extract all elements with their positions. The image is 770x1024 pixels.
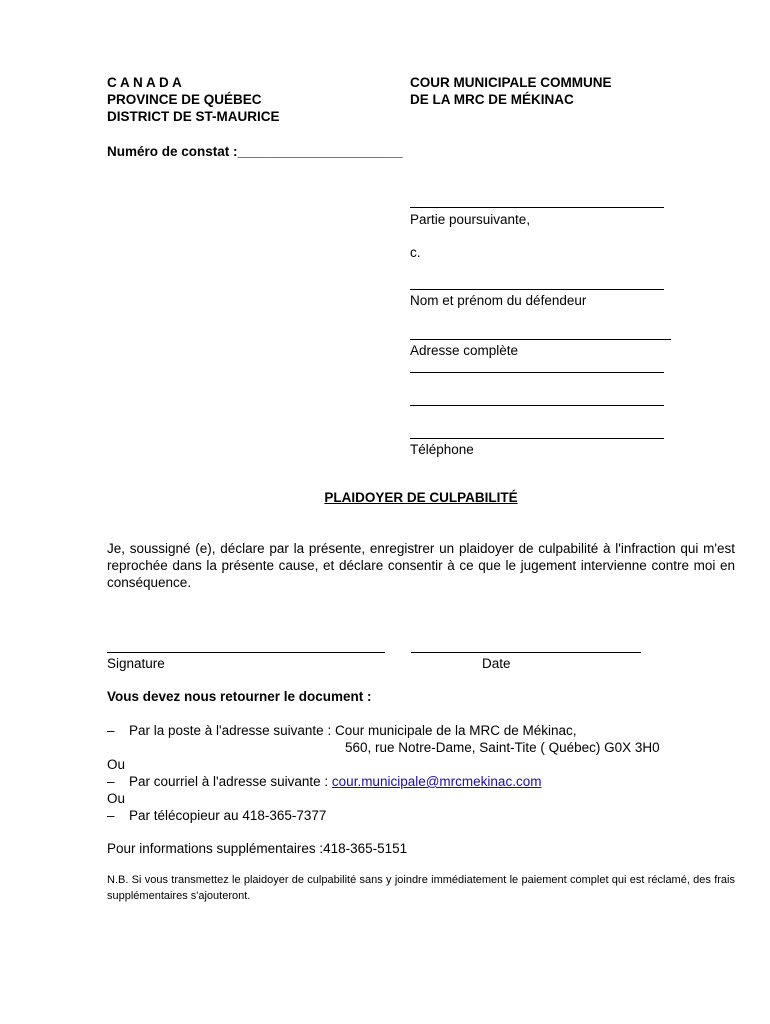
- email-bullet: –: [107, 774, 115, 789]
- info-line: Pour informations supplémentaires :418-365-5151: [107, 841, 408, 856]
- email-line: [129, 773, 541, 790]
- poursuivante-line: [410, 207, 664, 208]
- signature-label: Signature: [107, 656, 165, 671]
- signature-line: [107, 652, 385, 653]
- defendeur-label: Nom et prénom du défendeur: [410, 293, 587, 308]
- date-label: Date: [482, 656, 511, 671]
- document-title: PLAIDOYER DE CULPABILITÉ: [324, 490, 518, 505]
- date-line: [411, 652, 641, 653]
- adresse-line: [410, 339, 671, 340]
- poursuivante-label: Partie poursuivante,: [410, 212, 531, 227]
- nb-note: N.B. Si vous transmettez le plaidoyer de culpabilité sans y joindre immédiatement le paiement complet qui est réclamé, des frais supplémentaires s'ajouteront.: [107, 874, 735, 902]
- header-province: PROVINCE DE QUÉBEC: [107, 92, 262, 107]
- post-label: Par la poste à l'adresse suivante : Cour municipale de la MRC de Mékinac,: [129, 723, 577, 738]
- header-country: C A N A D A: [107, 75, 182, 90]
- email-label: Par courriel à l'adresse suivante :: [129, 774, 332, 789]
- versus-label: c.: [410, 245, 421, 260]
- fax-label: Par télécopieur au 418-365-7377: [129, 808, 327, 823]
- adresse-line-3: [410, 405, 664, 406]
- post-address: 560, rue Notre-Dame, Saint-Tite ( Québec) G0X 3H0: [345, 740, 660, 755]
- defendeur-line: [410, 289, 664, 290]
- header-district: DISTRICT DE ST-MAURICE: [107, 109, 280, 124]
- adresse-line-2: [410, 372, 664, 373]
- header-court-line2: DE LA MRC DE MÉKINAC: [410, 92, 574, 107]
- constat-field: [107, 143, 403, 160]
- ou-label-2: Ou: [107, 791, 126, 806]
- telephone-line: [410, 438, 664, 439]
- post-bullet: –: [107, 723, 115, 738]
- declaration-paragraph: Je, soussigné (e), déclare par la présente, enregistrer un plaidoyer de culpabilité à l'infraction qui m'est reprochée dans la présente cause, et déclare consentir à ce que le jugement intervienne contre moi en conséquence.: [107, 541, 735, 590]
- header-court-line1: COUR MUNICIPALE COMMUNE: [410, 75, 612, 90]
- fax-bullet: –: [107, 808, 115, 823]
- constat-label: Numéro de constat :: [107, 144, 238, 159]
- return-heading: Vous devez nous retourner le document :: [107, 689, 372, 704]
- ou-label-1: Ou: [107, 757, 126, 772]
- adresse-label: Adresse complète: [410, 343, 519, 358]
- telephone-label: Téléphone: [410, 442, 474, 457]
- constat-blank: ______________________: [237, 144, 403, 159]
- email-link[interactable]: cour.municipale@mrcmekinac.com: [331, 774, 542, 789]
